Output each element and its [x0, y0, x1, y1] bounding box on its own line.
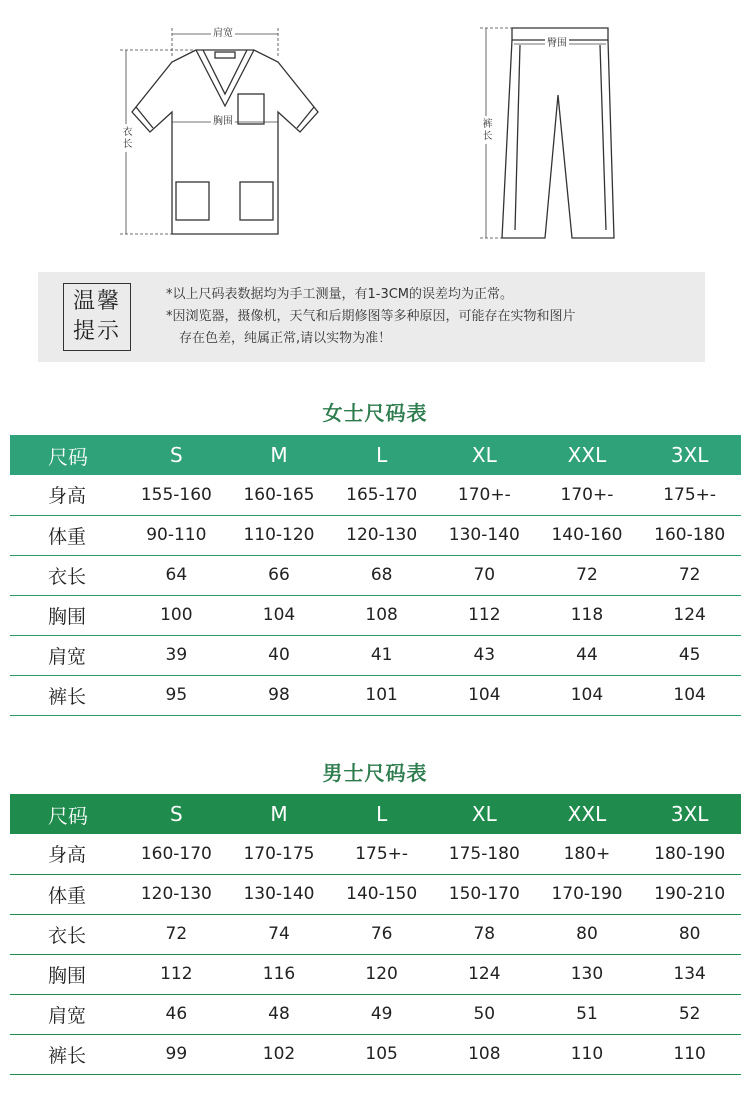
notice-badge — [63, 283, 131, 351]
table-cell: 99 — [125, 1034, 228, 1074]
pants-length-label: 裤长 — [480, 118, 491, 142]
women-size-table — [10, 435, 741, 716]
table-cell: 118 — [536, 595, 639, 635]
table-cell: 74 — [228, 914, 331, 954]
table-cell: 98 — [228, 675, 331, 715]
men-table-title: 男士尺码表 — [322, 761, 428, 785]
row-label: 身高 — [10, 475, 125, 515]
table-cell: 175+- — [638, 475, 741, 515]
table-cell: 124 — [638, 595, 741, 635]
table-cell: 101 — [330, 675, 433, 715]
header-cell: 尺码 — [10, 794, 125, 834]
table-cell: 120 — [330, 954, 433, 994]
shirt-drawing — [132, 50, 318, 234]
header-cell: S — [125, 794, 228, 834]
table-row — [10, 914, 741, 954]
header-cell: XL — [433, 794, 536, 834]
notice-box — [38, 272, 705, 362]
header-cell: M — [228, 435, 331, 475]
header-cell: S — [125, 435, 228, 475]
row-label: 体重 — [10, 874, 125, 914]
table-cell: 45 — [638, 635, 741, 675]
table-cell: 102 — [228, 1034, 331, 1074]
header-cell: M — [228, 794, 331, 834]
row-label: 衣长 — [10, 555, 125, 595]
table-cell: 70 — [433, 555, 536, 595]
table-cell: 130-140 — [433, 515, 536, 555]
table-cell: 160-165 — [228, 475, 331, 515]
table-cell: 104 — [536, 675, 639, 715]
table-cell: 150-170 — [433, 874, 536, 914]
header-cell: XXL — [536, 794, 639, 834]
garment-drawings — [0, 0, 750, 270]
table-cell: 170-190 — [536, 874, 639, 914]
table-cell: 40 — [228, 635, 331, 675]
pants-drawing — [502, 28, 614, 238]
table-cell: 72 — [638, 555, 741, 595]
table-cell: 130-140 — [228, 874, 331, 914]
table-cell: 90-110 — [125, 515, 228, 555]
table-row — [10, 635, 741, 675]
header-cell: L — [330, 435, 433, 475]
header-cell: 3XL — [638, 435, 741, 475]
table-cell: 46 — [125, 994, 228, 1034]
table-cell: 64 — [125, 555, 228, 595]
table-cell: 110 — [536, 1034, 639, 1074]
table-cell: 110-120 — [228, 515, 331, 555]
notice-line-2: *因浏览器，摄像机，天气和后期修图等多种原因，可能存在实物和图片 — [166, 309, 576, 324]
row-label: 胸围 — [10, 954, 125, 994]
table-cell: 52 — [638, 994, 741, 1034]
table-cell: 100 — [125, 595, 228, 635]
table-cell: 78 — [433, 914, 536, 954]
garment-diagrams — [0, 0, 750, 270]
table-cell: 104 — [433, 675, 536, 715]
table-cell: 41 — [330, 635, 433, 675]
table-cell: 110 — [638, 1034, 741, 1074]
table-cell: 72 — [125, 914, 228, 954]
row-label: 衣长 — [10, 914, 125, 954]
table-cell: 80 — [536, 914, 639, 954]
table-cell: 104 — [228, 595, 331, 635]
row-label: 肩宽 — [10, 994, 125, 1034]
table-cell: 105 — [330, 1034, 433, 1074]
table-header-row — [10, 435, 741, 475]
women-table-title: 女士尺码表 — [322, 401, 428, 425]
table-cell: 112 — [433, 595, 536, 635]
table-cell: 39 — [125, 635, 228, 675]
header-cell: XXL — [536, 435, 639, 475]
table-cell: 43 — [433, 635, 536, 675]
table-cell: 180-190 — [638, 834, 741, 874]
table-cell: 140-150 — [330, 874, 433, 914]
table-cell: 170-175 — [228, 834, 331, 874]
men-size-table — [10, 794, 741, 1075]
table-cell: 180+ — [536, 834, 639, 874]
table-cell: 155-160 — [125, 475, 228, 515]
table-cell: 124 — [433, 954, 536, 994]
table-cell: 175-180 — [433, 834, 536, 874]
table-cell: 104 — [638, 675, 741, 715]
shoulder-width-label: 肩宽 — [213, 28, 233, 39]
table-cell: 130 — [536, 954, 639, 994]
top-length-label: 衣长 — [120, 126, 131, 150]
table-row — [10, 954, 741, 994]
table-row — [10, 874, 741, 914]
table-cell: 44 — [536, 635, 639, 675]
hip-label: 臀围 — [547, 38, 567, 49]
table-row — [10, 994, 741, 1034]
table-cell: 76 — [330, 914, 433, 954]
header-cell: L — [330, 794, 433, 834]
table-cell: 116 — [228, 954, 331, 994]
table-row — [10, 595, 741, 635]
table-row — [10, 515, 741, 555]
table-cell: 68 — [330, 555, 433, 595]
header-cell: 尺码 — [10, 435, 125, 475]
row-label: 裤长 — [10, 1034, 125, 1074]
header-cell: 3XL — [638, 794, 741, 834]
notice-text — [166, 284, 576, 350]
notice-line-3: 存在色差，纯属正常,请以实物为准！ — [179, 331, 392, 346]
table-cell: 170+- — [536, 475, 639, 515]
table-cell: 50 — [433, 994, 536, 1034]
table-cell: 160-180 — [638, 515, 741, 555]
notice-line-1: *以上尺码表数据均为手工测量，有1-3CM的误差均为正常。 — [166, 287, 514, 302]
table-cell: 165-170 — [330, 475, 433, 515]
table-cell: 48 — [228, 994, 331, 1034]
table-cell: 49 — [330, 994, 433, 1034]
table-cell: 112 — [125, 954, 228, 994]
table-cell: 66 — [228, 555, 331, 595]
table-row — [10, 834, 741, 874]
table-row — [10, 1034, 741, 1074]
table-cell: 108 — [330, 595, 433, 635]
row-label: 肩宽 — [10, 635, 125, 675]
header-cell: XL — [433, 435, 536, 475]
table-cell: 190-210 — [638, 874, 741, 914]
table-cell: 80 — [638, 914, 741, 954]
row-label: 身高 — [10, 834, 125, 874]
row-label: 体重 — [10, 515, 125, 555]
table-cell: 134 — [638, 954, 741, 994]
table-cell: 108 — [433, 1034, 536, 1074]
badge-line-1: 温馨 — [72, 289, 121, 314]
table-cell: 175+- — [330, 834, 433, 874]
chest-label: 胸围 — [213, 116, 233, 127]
table-cell: 120-130 — [330, 515, 433, 555]
row-label: 胸围 — [10, 595, 125, 635]
table-row — [10, 475, 741, 515]
table-header-row — [10, 794, 741, 834]
badge-line-2: 提示 — [72, 319, 121, 344]
table-cell: 51 — [536, 994, 639, 1034]
table-cell: 160-170 — [125, 834, 228, 874]
table-row — [10, 555, 741, 595]
table-cell: 120-130 — [125, 874, 228, 914]
table-cell: 140-160 — [536, 515, 639, 555]
table-cell: 95 — [125, 675, 228, 715]
table-cell: 72 — [536, 555, 639, 595]
table-row — [10, 675, 741, 715]
row-label: 裤长 — [10, 675, 125, 715]
table-cell: 170+- — [433, 475, 536, 515]
